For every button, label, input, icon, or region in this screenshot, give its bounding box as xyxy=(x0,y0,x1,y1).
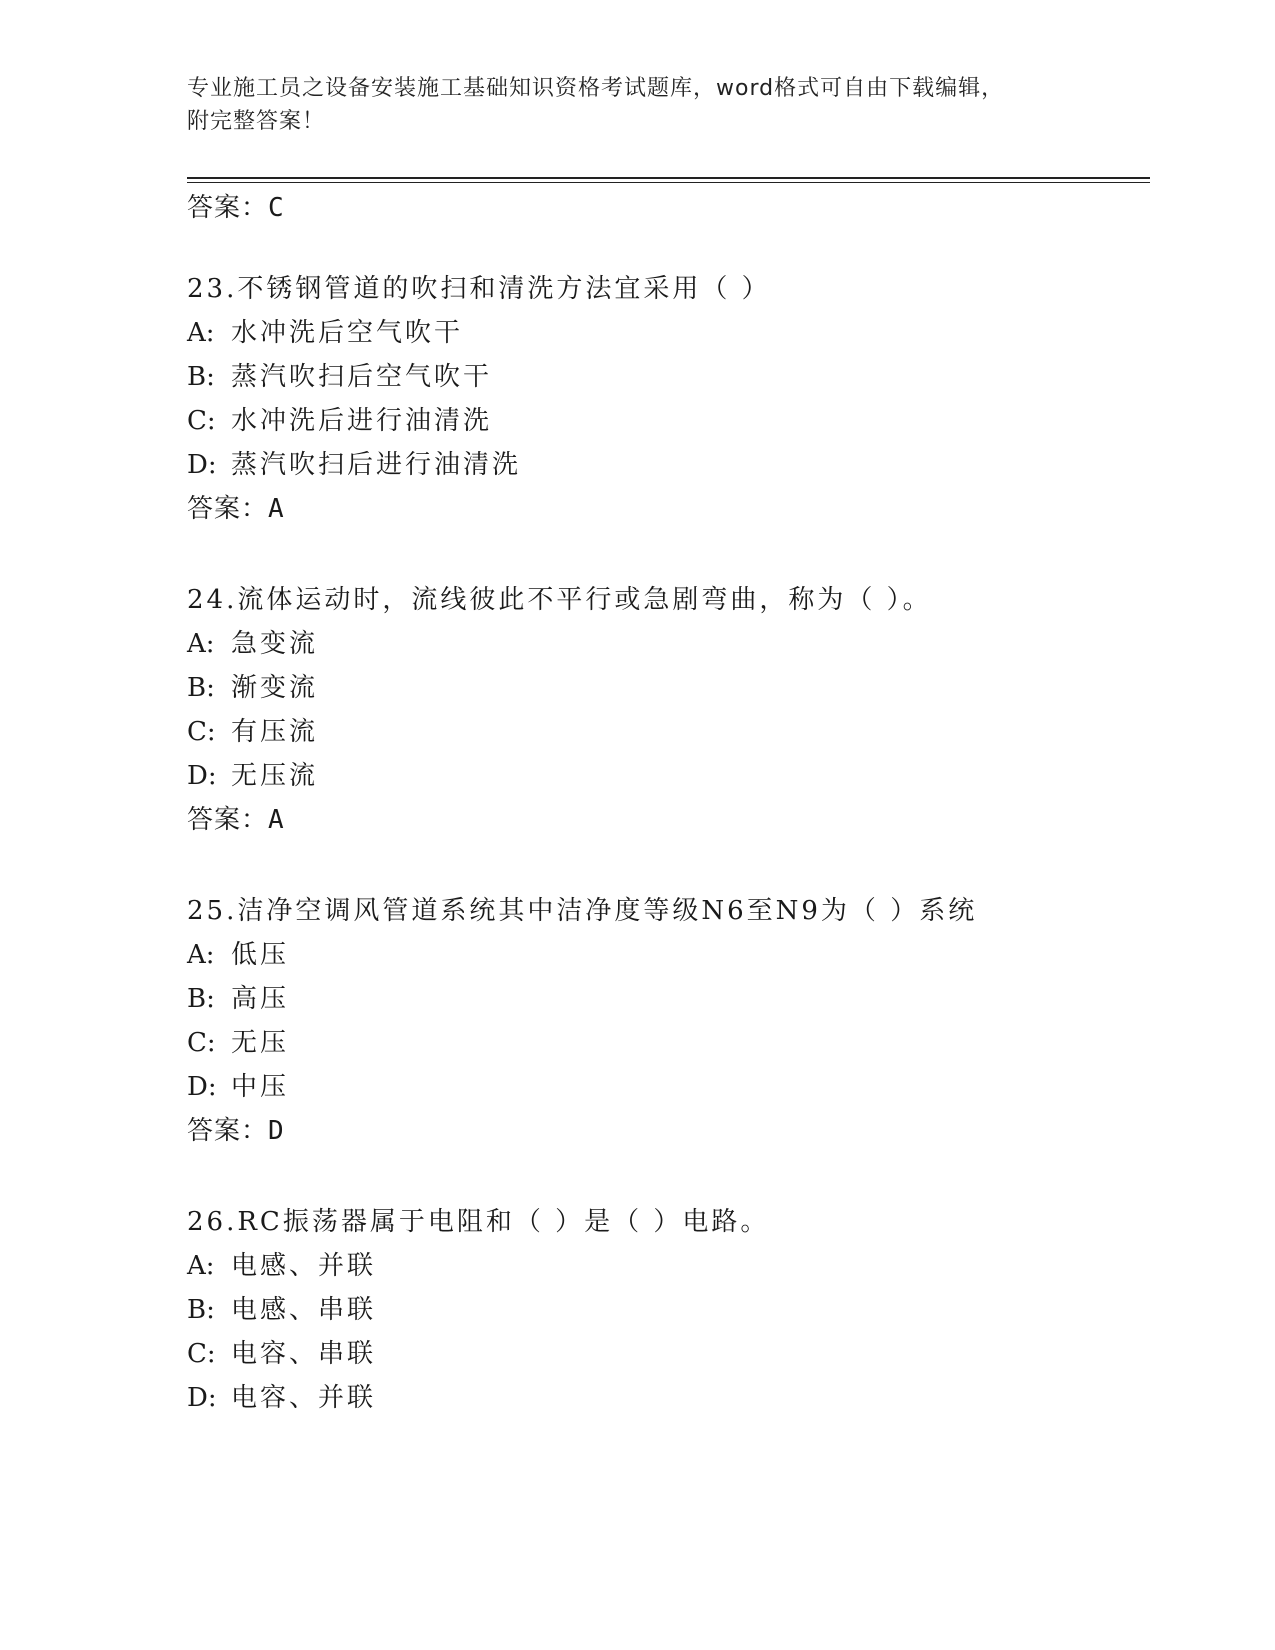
option-text: 水冲洗后空气吹干 xyxy=(231,318,464,348)
question-option xyxy=(187,1382,376,1414)
option-text: 低压 xyxy=(231,940,290,970)
question-option xyxy=(187,317,463,349)
question-option xyxy=(187,1294,376,1326)
option-text: 渐变流 xyxy=(231,673,319,703)
answer-label: 答案： xyxy=(187,1116,269,1146)
option-text: 电感、并联 xyxy=(231,1251,377,1281)
answer-line xyxy=(187,493,285,525)
option-key: D: xyxy=(187,1383,217,1413)
header-line-2: 附完整答案！ xyxy=(187,109,326,134)
question-option xyxy=(187,361,492,393)
option-text: 急变流 xyxy=(231,629,319,659)
answer-label: 答案： xyxy=(187,494,269,524)
answer-value: D xyxy=(268,1116,285,1146)
option-text: 有压流 xyxy=(231,717,319,747)
question-option xyxy=(187,672,318,704)
option-text: 蒸汽吹扫后进行油清洗 xyxy=(231,450,522,480)
option-key: D: xyxy=(187,761,217,791)
answer-line xyxy=(187,804,285,836)
answer-value: A xyxy=(268,494,285,524)
answer-label: 答案： xyxy=(187,193,269,223)
option-text: 电容、串联 xyxy=(231,1339,377,1369)
question-stem: 25.洁净空调风管道系统其中洁净度等级N6至N9为（ ）系统 xyxy=(187,896,978,926)
question-option xyxy=(187,716,318,748)
option-key: A: xyxy=(187,1251,215,1281)
option-key: B: xyxy=(187,984,215,1014)
option-key: C: xyxy=(187,717,216,747)
option-key: D: xyxy=(187,450,217,480)
answer-label: 答案： xyxy=(187,805,269,835)
document-header xyxy=(187,72,1067,138)
header-rule-thin xyxy=(187,182,1150,183)
option-text: 电容、并联 xyxy=(231,1383,377,1413)
option-text: 高压 xyxy=(231,984,290,1014)
option-key: B: xyxy=(187,1295,215,1325)
option-key: B: xyxy=(187,362,215,392)
answer-value: A xyxy=(268,805,285,835)
answer-line xyxy=(187,192,285,224)
question-option xyxy=(187,939,289,971)
question-option xyxy=(187,1071,289,1103)
question-option xyxy=(187,405,492,437)
header-rule-thick xyxy=(187,177,1150,179)
option-text: 中压 xyxy=(231,1072,290,1102)
option-key: A: xyxy=(187,318,215,348)
question-stem: 24.流体运动时，流线彼此不平行或急剧弯曲，称为（ ）。 xyxy=(187,585,932,615)
option-key: B: xyxy=(187,673,215,703)
header-line-1: 专业施工员之设备安装施工基础知识资格考试题库，word格式可自由下载编辑， xyxy=(187,76,1005,101)
option-text: 水冲洗后进行油清洗 xyxy=(231,406,493,436)
option-text: 无压 xyxy=(231,1028,290,1058)
option-key: C: xyxy=(187,1339,216,1369)
question-option xyxy=(187,1338,376,1370)
question-option xyxy=(187,760,318,792)
question-stem: 23.不锈钢管道的吹扫和清洗方法宜采用（ ） xyxy=(187,274,771,304)
option-key: D: xyxy=(187,1072,217,1102)
question-option xyxy=(187,628,318,660)
question-option xyxy=(187,1027,289,1059)
option-text: 无压流 xyxy=(231,761,319,791)
answer-value: C xyxy=(268,193,285,223)
answer-line xyxy=(187,1115,285,1147)
option-key: C: xyxy=(187,406,216,436)
question-option xyxy=(187,983,289,1015)
option-text: 电感、串联 xyxy=(231,1295,377,1325)
option-key: A: xyxy=(187,940,215,970)
option-key: C: xyxy=(187,1028,216,1058)
question-option xyxy=(187,1250,376,1282)
question-stem: 26.RC振荡器属于电阻和（ ）是（ ）电路。 xyxy=(187,1207,770,1237)
option-text: 蒸汽吹扫后空气吹干 xyxy=(231,362,493,392)
question-option xyxy=(187,449,521,481)
option-key: A: xyxy=(187,629,215,659)
